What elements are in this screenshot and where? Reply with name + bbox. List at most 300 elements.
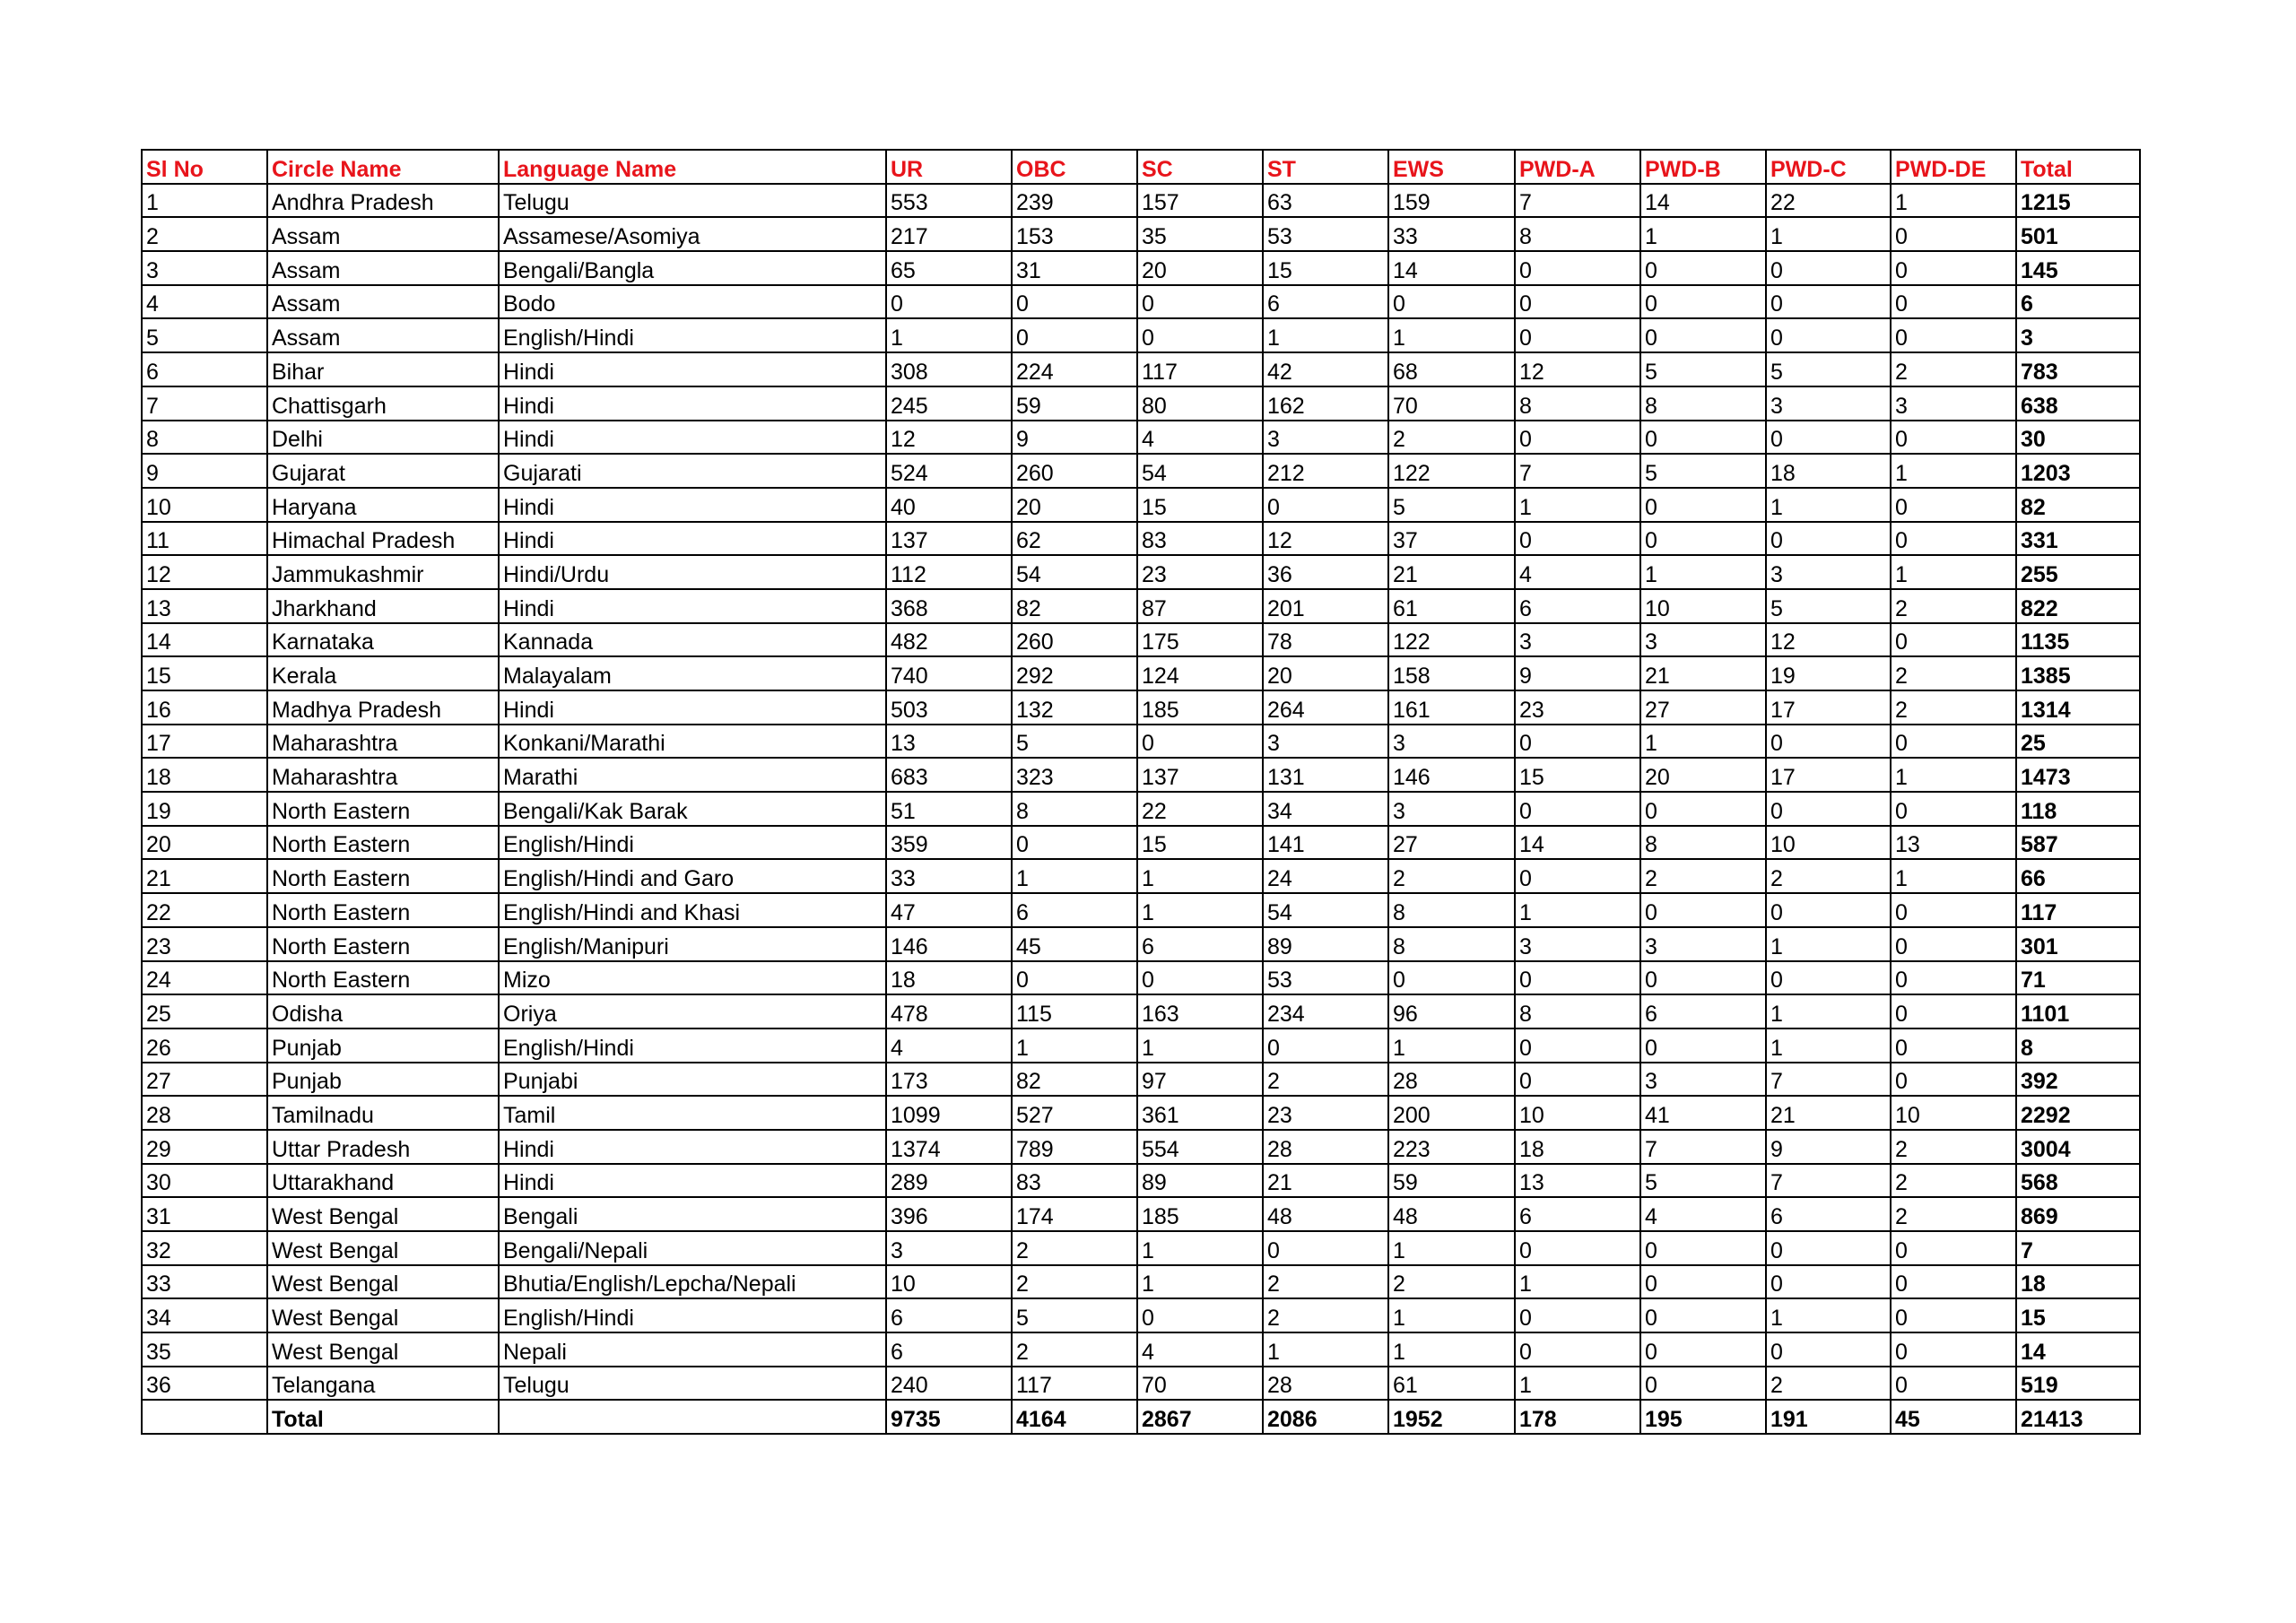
- table-row: [142, 927, 2140, 961]
- ews-cell: 1: [1388, 1028, 1515, 1063]
- language-name-cell: Hindi: [499, 690, 886, 725]
- obc-cell: 5: [1012, 1298, 1137, 1332]
- grand-sc-cell: 2867: [1137, 1400, 1263, 1434]
- language-name-cell: Hindi: [499, 352, 886, 386]
- ews-cell: 159: [1388, 184, 1515, 218]
- language-name-cell: English/Manipuri: [499, 927, 886, 961]
- circle-name-cell: Haryana: [267, 488, 499, 522]
- pwd-c-cell: 0: [1766, 725, 1891, 759]
- circle-name-cell: Assam: [267, 251, 499, 285]
- ews-cell: 1: [1388, 1332, 1515, 1367]
- ews-cell: 122: [1388, 454, 1515, 488]
- sl-no-cell: 6: [142, 352, 267, 386]
- st-cell: 89: [1263, 927, 1388, 961]
- grand-circle-name-cell: Total: [267, 1400, 499, 1434]
- ews-cell: 1: [1388, 1298, 1515, 1332]
- pwd-a-cell: 0: [1515, 285, 1640, 319]
- pwd-c-cell: 21: [1766, 1096, 1891, 1130]
- circle-name-cell: Assam: [267, 318, 499, 352]
- language-name-cell: Kannada: [499, 623, 886, 657]
- grand-total-cell: 21413: [2016, 1400, 2140, 1434]
- sl-no-cell: 9: [142, 454, 267, 488]
- sc-cell: 4: [1137, 1332, 1263, 1367]
- table-row: [142, 1028, 2140, 1063]
- language-name-cell: Bengali: [499, 1197, 886, 1231]
- circle-name-cell: Maharashtra: [267, 758, 499, 792]
- total-cell: 1203: [2016, 454, 2140, 488]
- pwd-de-cell: 0: [1891, 792, 2016, 826]
- circle-name-cell: Tamilnadu: [267, 1096, 499, 1130]
- pwd-de-cell: 0: [1891, 421, 2016, 455]
- obc-cell: 83: [1012, 1164, 1137, 1198]
- sc-cell: 361: [1137, 1096, 1263, 1130]
- pwd-b-cell: 21: [1640, 656, 1766, 690]
- ur-cell: 359: [886, 826, 1012, 860]
- obc-cell: 82: [1012, 589, 1137, 623]
- sl-no-cell: 33: [142, 1265, 267, 1299]
- table-row: [142, 859, 2140, 893]
- pwd-c-cell: 1: [1766, 488, 1891, 522]
- pwd-c-cell: 0: [1766, 893, 1891, 927]
- pwd-c-cell: 2: [1766, 859, 1891, 893]
- circle-name-cell: North Eastern: [267, 893, 499, 927]
- total-cell: 1385: [2016, 656, 2140, 690]
- pwd-b-cell: 0: [1640, 285, 1766, 319]
- st-cell: 2: [1263, 1063, 1388, 1097]
- pwd-b-cell: 0: [1640, 792, 1766, 826]
- ur-cell: 396: [886, 1197, 1012, 1231]
- language-name-cell: Bodo: [499, 285, 886, 319]
- circle-name-cell: North Eastern: [267, 859, 499, 893]
- obc-cell: 789: [1012, 1130, 1137, 1164]
- pwd-c-cell: 22: [1766, 184, 1891, 218]
- st-cell: 48: [1263, 1197, 1388, 1231]
- sl-no-cell: 16: [142, 690, 267, 725]
- total-cell: 1135: [2016, 623, 2140, 657]
- pwd-a-cell: 6: [1515, 589, 1640, 623]
- pwd-b-cell: 0: [1640, 893, 1766, 927]
- pwd-de-cell: 2: [1891, 352, 2016, 386]
- ur-cell: 146: [886, 927, 1012, 961]
- pwd-c-cell: 17: [1766, 758, 1891, 792]
- pwd-de-header: PWD-DE: [1891, 150, 2016, 184]
- pwd-de-cell: 0: [1891, 1063, 2016, 1097]
- obc-cell: 54: [1012, 555, 1137, 589]
- sc-cell: 70: [1137, 1367, 1263, 1401]
- ur-cell: 40: [886, 488, 1012, 522]
- sl-no-cell: 29: [142, 1130, 267, 1164]
- st-cell: 3: [1263, 725, 1388, 759]
- pwd-b-cell: 3: [1640, 623, 1766, 657]
- sc-cell: 22: [1137, 792, 1263, 826]
- sc-cell: 0: [1137, 285, 1263, 319]
- circle-name-cell: Andhra Pradesh: [267, 184, 499, 218]
- pwd-b-header: PWD-B: [1640, 150, 1766, 184]
- pwd-de-cell: 0: [1891, 623, 2016, 657]
- table-row: [142, 285, 2140, 319]
- sc-cell: 1: [1137, 1265, 1263, 1299]
- table-body: [142, 184, 2140, 1434]
- ews-cell: 200: [1388, 1096, 1515, 1130]
- language-name-cell: Mizo: [499, 961, 886, 995]
- ur-cell: 289: [886, 1164, 1012, 1198]
- sl-no-cell: 3: [142, 251, 267, 285]
- ur-cell: 112: [886, 555, 1012, 589]
- language-name-cell: Telugu: [499, 1367, 886, 1401]
- circle-name-cell: West Bengal: [267, 1265, 499, 1299]
- pwd-a-cell: 7: [1515, 454, 1640, 488]
- st-cell: 78: [1263, 623, 1388, 657]
- table-row: [142, 1367, 2140, 1401]
- pwd-b-cell: 27: [1640, 690, 1766, 725]
- table-row: [142, 184, 2140, 218]
- obc-cell: 5: [1012, 725, 1137, 759]
- pwd-b-cell: 2: [1640, 859, 1766, 893]
- language-name-cell: Bengali/Nepali: [499, 1231, 886, 1265]
- sc-cell: 554: [1137, 1130, 1263, 1164]
- pwd-c-cell: 3: [1766, 386, 1891, 421]
- pwd-b-cell: 0: [1640, 1298, 1766, 1332]
- pwd-de-cell: 0: [1891, 217, 2016, 251]
- obc-cell: 224: [1012, 352, 1137, 386]
- sc-cell: 87: [1137, 589, 1263, 623]
- sl-no-cell: 32: [142, 1231, 267, 1265]
- ur-cell: 217: [886, 217, 1012, 251]
- total-cell: 568: [2016, 1164, 2140, 1198]
- obc-cell: 45: [1012, 927, 1137, 961]
- pwd-c-cell: 0: [1766, 251, 1891, 285]
- sc-cell: 54: [1137, 454, 1263, 488]
- table-row: [142, 1231, 2140, 1265]
- obc-cell: 59: [1012, 386, 1137, 421]
- sc-cell: 0: [1137, 961, 1263, 995]
- circle-name-cell: Uttar Pradesh: [267, 1130, 499, 1164]
- pwd-c-cell: 3: [1766, 555, 1891, 589]
- circle-name-cell: Maharashtra: [267, 725, 499, 759]
- pwd-b-cell: 0: [1640, 522, 1766, 556]
- pwd-b-cell: 0: [1640, 488, 1766, 522]
- pwd-c-cell: 0: [1766, 522, 1891, 556]
- obc-cell: 2: [1012, 1265, 1137, 1299]
- pwd-b-cell: 1: [1640, 217, 1766, 251]
- pwd-a-cell: 1: [1515, 893, 1640, 927]
- circle-name-cell: West Bengal: [267, 1197, 499, 1231]
- pwd-a-cell: 8: [1515, 386, 1640, 421]
- sl-no-cell: 13: [142, 589, 267, 623]
- pwd-b-cell: 3: [1640, 927, 1766, 961]
- st-cell: 15: [1263, 251, 1388, 285]
- pwd-a-cell: 0: [1515, 251, 1640, 285]
- sl-no-cell: 14: [142, 623, 267, 657]
- circle-name-cell: Jammukashmir: [267, 555, 499, 589]
- ur-cell: 553: [886, 184, 1012, 218]
- pwd-a-cell: 9: [1515, 656, 1640, 690]
- total-cell: 519: [2016, 1367, 2140, 1401]
- total-cell: 25: [2016, 725, 2140, 759]
- total-row: [142, 1400, 2140, 1434]
- total-cell: 117: [2016, 893, 2140, 927]
- st-cell: 1: [1263, 1332, 1388, 1367]
- st-cell: 36: [1263, 555, 1388, 589]
- obc-cell: 1: [1012, 1028, 1137, 1063]
- pwd-b-cell: 1: [1640, 555, 1766, 589]
- st-cell: 6: [1263, 285, 1388, 319]
- grand-pwd-b-cell: 195: [1640, 1400, 1766, 1434]
- ews-cell: 70: [1388, 386, 1515, 421]
- st-cell: 234: [1263, 994, 1388, 1028]
- total-cell: 6: [2016, 285, 2140, 319]
- pwd-de-cell: 0: [1891, 1298, 2016, 1332]
- ur-cell: 478: [886, 994, 1012, 1028]
- sc-cell: 175: [1137, 623, 1263, 657]
- obc-cell: 292: [1012, 656, 1137, 690]
- ur-cell: 12: [886, 421, 1012, 455]
- language-name-cell: Telugu: [499, 184, 886, 218]
- st-cell: 162: [1263, 386, 1388, 421]
- st-cell: 42: [1263, 352, 1388, 386]
- ur-cell: 3: [886, 1231, 1012, 1265]
- st-cell: 34: [1263, 792, 1388, 826]
- st-cell: 212: [1263, 454, 1388, 488]
- ews-cell: 61: [1388, 589, 1515, 623]
- st-cell: 131: [1263, 758, 1388, 792]
- sl-no-cell: 28: [142, 1096, 267, 1130]
- ews-cell: 8: [1388, 893, 1515, 927]
- ur-cell: 482: [886, 623, 1012, 657]
- pwd-c-cell: 0: [1766, 1231, 1891, 1265]
- total-cell: 82: [2016, 488, 2140, 522]
- total-cell: 869: [2016, 1197, 2140, 1231]
- pwd-b-cell: 0: [1640, 1265, 1766, 1299]
- pwd-de-cell: 0: [1891, 318, 2016, 352]
- pwd-b-cell: 0: [1640, 1332, 1766, 1367]
- sl-no-cell: 10: [142, 488, 267, 522]
- grand-obc-cell: 4164: [1012, 1400, 1137, 1434]
- pwd-c-cell: 0: [1766, 792, 1891, 826]
- table-row: [142, 792, 2140, 826]
- ur-cell: 245: [886, 386, 1012, 421]
- pwd-c-header: PWD-C: [1766, 150, 1891, 184]
- st-cell: 201: [1263, 589, 1388, 623]
- ur-cell: 51: [886, 792, 1012, 826]
- st-cell: 53: [1263, 217, 1388, 251]
- language-name-cell: English/Hindi: [499, 1028, 886, 1063]
- language-name-cell: Hindi/Urdu: [499, 555, 886, 589]
- pwd-b-cell: 0: [1640, 1028, 1766, 1063]
- ews-cell: 68: [1388, 352, 1515, 386]
- pwd-a-cell: 0: [1515, 725, 1640, 759]
- st-cell: 1: [1263, 318, 1388, 352]
- circle-name-cell: Assam: [267, 285, 499, 319]
- pwd-c-cell: 0: [1766, 1265, 1891, 1299]
- table-row: [142, 1096, 2140, 1130]
- grand-language-name-cell: [499, 1400, 886, 1434]
- total-cell: 18: [2016, 1265, 2140, 1299]
- table-row: [142, 352, 2140, 386]
- obc-cell: 2: [1012, 1332, 1137, 1367]
- circle-name-cell: North Eastern: [267, 927, 499, 961]
- pwd-a-cell: 0: [1515, 859, 1640, 893]
- obc-cell: 82: [1012, 1063, 1137, 1097]
- table-row: [142, 1130, 2140, 1164]
- obc-cell: 6: [1012, 893, 1137, 927]
- total-cell: 301: [2016, 927, 2140, 961]
- st-cell: 0: [1263, 1231, 1388, 1265]
- table-row: [142, 1063, 2140, 1097]
- pwd-de-cell: 1: [1891, 184, 2016, 218]
- language-name-cell: Bengali/Bangla: [499, 251, 886, 285]
- pwd-c-cell: 1: [1766, 994, 1891, 1028]
- pwd-c-cell: 2: [1766, 1367, 1891, 1401]
- ur-cell: 308: [886, 352, 1012, 386]
- ews-cell: 14: [1388, 251, 1515, 285]
- pwd-c-cell: 1: [1766, 217, 1891, 251]
- circle-name-cell: Himachal Pradesh: [267, 522, 499, 556]
- sc-header: SC: [1137, 150, 1263, 184]
- st-cell: 21: [1263, 1164, 1388, 1198]
- pwd-de-cell: 0: [1891, 1231, 2016, 1265]
- pwd-a-cell: 0: [1515, 1332, 1640, 1367]
- sl-no-cell: 24: [142, 961, 267, 995]
- sl-no-cell: 18: [142, 758, 267, 792]
- obc-cell: 260: [1012, 623, 1137, 657]
- language-name-cell: English/Hindi: [499, 318, 886, 352]
- pwd-de-cell: 3: [1891, 386, 2016, 421]
- ews-header: EWS: [1388, 150, 1515, 184]
- sl-no-cell: 4: [142, 285, 267, 319]
- ews-cell: 5: [1388, 488, 1515, 522]
- sc-cell: 35: [1137, 217, 1263, 251]
- sl-no-cell: 12: [142, 555, 267, 589]
- pwd-c-cell: 6: [1766, 1197, 1891, 1231]
- table-row: [142, 994, 2140, 1028]
- pwd-de-cell: 2: [1891, 1164, 2016, 1198]
- sl-no-cell: 34: [142, 1298, 267, 1332]
- sl-no-cell: 7: [142, 386, 267, 421]
- circle-name-cell: Madhya Pradesh: [267, 690, 499, 725]
- pwd-b-cell: 3: [1640, 1063, 1766, 1097]
- pwd-de-cell: 0: [1891, 251, 2016, 285]
- ur-cell: 18: [886, 961, 1012, 995]
- obc-cell: 2: [1012, 1231, 1137, 1265]
- circle-name-cell: Telangana: [267, 1367, 499, 1401]
- ews-cell: 48: [1388, 1197, 1515, 1231]
- language-name-cell: English/Hindi: [499, 1298, 886, 1332]
- obc-cell: 115: [1012, 994, 1137, 1028]
- pwd-a-cell: 23: [1515, 690, 1640, 725]
- pwd-de-cell: 0: [1891, 285, 2016, 319]
- pwd-de-cell: 0: [1891, 1028, 2016, 1063]
- language-name-cell: Tamil: [499, 1096, 886, 1130]
- obc-cell: 239: [1012, 184, 1137, 218]
- total-cell: 331: [2016, 522, 2140, 556]
- obc-cell: 20: [1012, 488, 1137, 522]
- obc-cell: 0: [1012, 826, 1137, 860]
- sl-no-cell: 30: [142, 1164, 267, 1198]
- table-row: [142, 421, 2140, 455]
- language-name-cell: Assamese/Asomiya: [499, 217, 886, 251]
- table-header: [142, 150, 2140, 184]
- language-name-cell: English/Hindi and Garo: [499, 859, 886, 893]
- table-row: [142, 589, 2140, 623]
- sc-cell: 157: [1137, 184, 1263, 218]
- sc-cell: 163: [1137, 994, 1263, 1028]
- pwd-c-cell: 10: [1766, 826, 1891, 860]
- pwd-b-cell: 14: [1640, 184, 1766, 218]
- total-cell: 587: [2016, 826, 2140, 860]
- pwd-a-cell: 8: [1515, 994, 1640, 1028]
- st-cell: 2: [1263, 1298, 1388, 1332]
- ews-cell: 0: [1388, 285, 1515, 319]
- total-cell: 783: [2016, 352, 2140, 386]
- st-cell: 264: [1263, 690, 1388, 725]
- ur-cell: 503: [886, 690, 1012, 725]
- pwd-b-cell: 4: [1640, 1197, 1766, 1231]
- sl-no-cell: 1: [142, 184, 267, 218]
- ews-cell: 61: [1388, 1367, 1515, 1401]
- table-row: [142, 690, 2140, 725]
- grand-pwd-de-cell: 45: [1891, 1400, 2016, 1434]
- pwd-de-cell: 0: [1891, 1332, 2016, 1367]
- ews-cell: 3: [1388, 725, 1515, 759]
- circle-name-cell: Assam: [267, 217, 499, 251]
- total-header: Total: [2016, 150, 2140, 184]
- ur-cell: 740: [886, 656, 1012, 690]
- table-row: [142, 488, 2140, 522]
- ur-cell: 0: [886, 285, 1012, 319]
- sc-cell: 6: [1137, 927, 1263, 961]
- circle-name-cell: North Eastern: [267, 961, 499, 995]
- table-row: [142, 1164, 2140, 1198]
- sl-no-cell: 5: [142, 318, 267, 352]
- total-cell: 15: [2016, 1298, 2140, 1332]
- obc-cell: 527: [1012, 1096, 1137, 1130]
- obc-cell: 31: [1012, 251, 1137, 285]
- pwd-c-cell: 0: [1766, 421, 1891, 455]
- ews-cell: 37: [1388, 522, 1515, 556]
- sc-cell: 185: [1137, 690, 1263, 725]
- language-name-cell: Hindi: [499, 522, 886, 556]
- pwd-a-cell: 0: [1515, 1028, 1640, 1063]
- st-cell: 0: [1263, 488, 1388, 522]
- ur-cell: 1099: [886, 1096, 1012, 1130]
- grand-st-cell: 2086: [1263, 1400, 1388, 1434]
- pwd-de-cell: 0: [1891, 994, 2016, 1028]
- circle-name-cell: Karnataka: [267, 623, 499, 657]
- pwd-c-cell: 0: [1766, 285, 1891, 319]
- pwd-b-cell: 5: [1640, 1164, 1766, 1198]
- pwd-de-cell: 0: [1891, 522, 2016, 556]
- total-cell: 3004: [2016, 1130, 2140, 1164]
- pwd-a-header: PWD-A: [1515, 150, 1640, 184]
- pwd-a-cell: 1: [1515, 1265, 1640, 1299]
- obc-cell: 260: [1012, 454, 1137, 488]
- table-row: [142, 1298, 2140, 1332]
- pwd-de-cell: 2: [1891, 589, 2016, 623]
- sl-no-cell: 17: [142, 725, 267, 759]
- total-cell: 118: [2016, 792, 2140, 826]
- pwd-a-cell: 0: [1515, 1231, 1640, 1265]
- vacancy-table: [141, 149, 2141, 1435]
- total-cell: 14: [2016, 1332, 2140, 1367]
- sl-no-cell: 36: [142, 1367, 267, 1401]
- circle-name-cell: Punjab: [267, 1063, 499, 1097]
- ews-cell: 28: [1388, 1063, 1515, 1097]
- pwd-b-cell: 5: [1640, 352, 1766, 386]
- sc-cell: 0: [1137, 725, 1263, 759]
- pwd-b-cell: 0: [1640, 961, 1766, 995]
- pwd-de-cell: 13: [1891, 826, 2016, 860]
